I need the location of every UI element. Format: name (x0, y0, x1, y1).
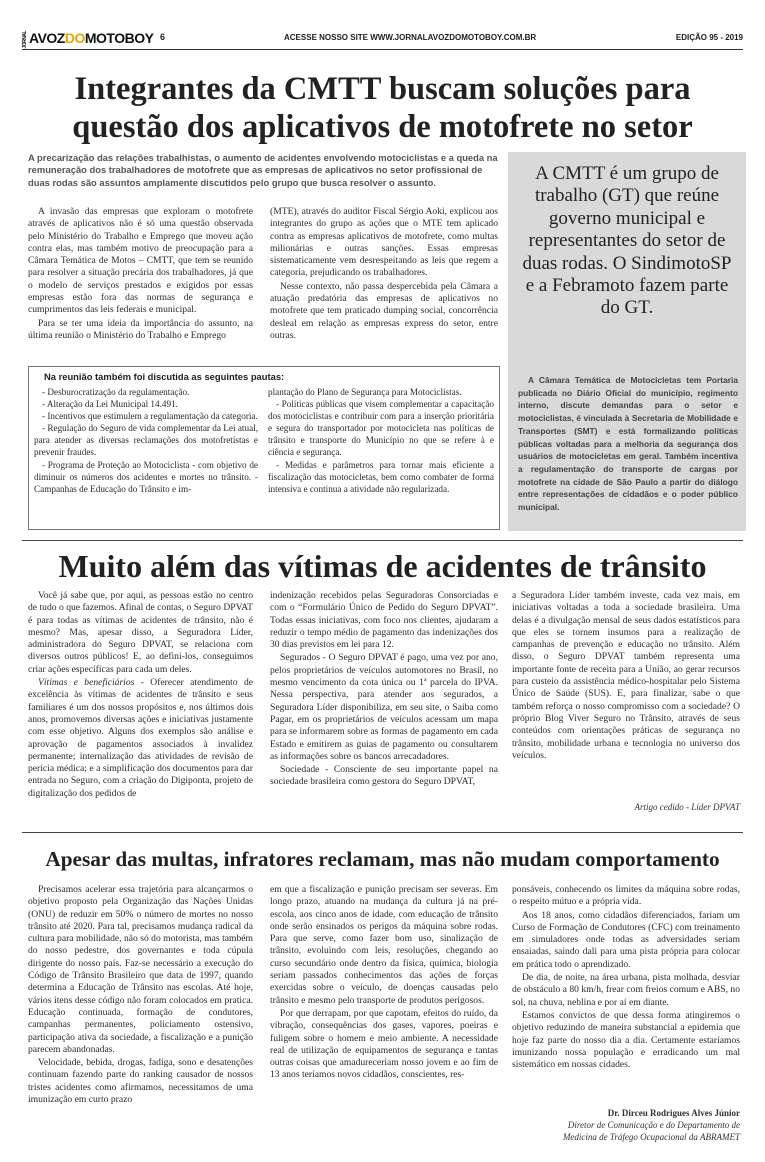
article1-lead: A precarização das relações trabalhistas, o aumento de acidentes envolvendo motociclistas e a queda na remuneração dos trabalhadores de motofrete que as empresas de aplicativos no setor profissional de duas rodas são assuntos amplamente discutidos pelo grupo que busca resolver o assunto. (28, 152, 498, 188)
sidebar-text: A Câmara Temática de Motocicletas tem Portaria publicada no Diário Oficial do município, regimento interno, discute demandas para o setor e motociclistas, é vinculada à Secretaria de Mobilidade e Transportes (SMT) e está formalizando políticas públicas voltadas para a melhoria da segurança dos usuários de motocicletas em geral. Também incentiva a regulamentação do transporte de cargas por motofrete na cidade de São Paulo a partir do diálogo entre representações de cidadãos e o poder público municipal. (518, 375, 738, 513)
article3-paragraph: em que a fiscalização e punição precisam ser severas. Em longo prazo, atuando na mudança da cultura já na pré-escola, aos cinco anos de idade, com educação de trânsito onde serão ensinados os perigos da máquina sobre rodas. Para que serve, como fazer bom uso, sinalização de trânsito, evoluindo com leis, resoluções, chegando ao curso secundário onde dentro da física, química, biologia seriam passados conhecimentos das ações de forças exercidas sobre o veículo, de doenças causadas pelo trânsito e mesmo pelo transporte de produtos perigosos. (270, 884, 498, 1006)
pautas-item: - Medidas e parâmetros para tornar mais eficiente a fiscalização das motocicletas, bem como combater de forma intensiva e continua a atividade não regularizada. (268, 459, 494, 494)
article1-paragraph: A invasão das empresas que exploram o motofrete através de aplicativos não é só uma questão observada pelo Ministério do Trabalho e Emprego que moveu ação contra elas, mas também motivo de preocupação para a Câmara Temática de Motos – CMTT, que tem se reunido para resolver a situação precária dos trabalhadores, já que o modelo de serviços prestados e exigidos por essas empresas estão fora das normas de segurança e cumprimentos das leis federais e municipal. (28, 206, 253, 316)
article2-headline: Muito além das vítimas de acidentes de trânsito (58, 548, 707, 584)
article3-paragraph: ponsáveis, conhecendo os limites da máquina sobre rodas, o respeito mútuo e a própria vida. (512, 884, 740, 908)
pautas-item: - Alteração da Lei Municipal 14.491. (42, 399, 178, 410)
article2-paragraph: Você já sabe que, por aqui, as pessoas estão no centro de tudo o que fazemos. Afinal de contas, o Seguro DPVAT é para todas as vítimas de acidentes de trânsito, não é mesmo? Mas, apesar disso, a Seguradora Líder, administradora do Seguro DPVAT, se relaciona com diversos outros públicos! E, ao defini-los, conseguimos criar ações específicas para cada um deles. (28, 590, 253, 675)
article3-author (500, 1107, 740, 1143)
article3-column-1 (28, 884, 253, 1107)
article3-column-2 (270, 884, 498, 1083)
article2-column-1 (28, 590, 253, 801)
article2-credit: Artigo cedido - Líder DPVAT (634, 802, 740, 812)
article1-paragraph: Nesse contexto, não passa despercebida pela Câmara a atuação predatória das empresas de aplicativos no motofrete que tem praticado dumping social, concorrência desleal em relação as empresas express do setor, entre outras. (270, 280, 498, 341)
pautas-item: plantação do Plano de Segurança para Motociclistas. (268, 387, 462, 397)
site-url: ACESSE NOSSO SITE WWW.JORNALAVOZDOMOTOBOY.COM.BR (284, 33, 537, 42)
article3-column-3 (512, 884, 740, 1072)
article2-column-2 (270, 590, 498, 790)
edition-label: EDIÇÃO 95 - 2019 (675, 33, 743, 42)
article3-paragraph: Velocidade, bebida, drogas, fadiga, sono e desatenções continuam fazendo parte do ranking causador de nossos tristes acidentes como afirmamos, necessitamos de uma imunização em curto prazo (28, 1057, 253, 1106)
section-label: Vítimas e beneficiários (38, 677, 135, 689)
article1-column-1 (28, 206, 253, 343)
article1-paragraph: (MTE), através do auditor Fiscal Sérgio Aoki, explicou aos integrantes do grupo as ações que o MTE tem aplicado contra as empresas aplicativos de motofrete, como multas milionárias e outras sanções. Essas empresas sistematicamente vem desrespeitando as leis que regem a categoria, prejudicando os trabalhadores. (270, 206, 498, 279)
pautas-item: - Incentivos que estimulem a regulamentação da categoria. (42, 411, 258, 422)
section-divider (22, 540, 743, 541)
pautas-item: - Regulação do Seguro de vida complementar da Lei atual, para atender as diversas reclamações dos motofretistas e prevenir fraudes. (34, 423, 258, 458)
section-divider (22, 832, 743, 833)
article2-column-3 (512, 590, 740, 763)
article1-column-2 (270, 206, 498, 343)
newspaper-logo: JORNALAVOZDOMOTOBOY (22, 30, 154, 49)
pull-quote: A CMTT é um grupo de trabalho (GT) que reúne governo municipal e representantes do setor de duas rodas. O SindimotoSP e a Febramoto fazem parte do GT. (522, 163, 732, 319)
pautas-column-left (34, 386, 258, 495)
article3-paragraph: Precisamos acelerar essa trajetória para alcançarmos o objetivo proposto pela Organização das Nações Unidas (ONU) de reduzir em 50% o número de mortes no nosso trânsito até 2020. Para tal, precisamos mudança radical da cultura para mobilidade, não só do motorista, mas também do nosso pedestre, dos governantes e toda cúpula dirigente do nosso país. Faz-se necessário a execução do Código de Trânsito Brasileiro que data de 1997, quando determina a Educação de Trânsito nas escolas. Até hoje, vários itens desse código não foram colocados em pratica. Educação continuada, formação de condutores, campanhas permanentes, policiamento ostensivo, participação ativa da sociedade, a fiscalização e a punição parecem abandonadas. (28, 884, 253, 1055)
article2-paragraph: Vítimas e beneficiários - Oferecer atendimento de excelência às vítimas de acidentes de trânsito e seus familiares é um dos nossos propósitos e, nos últimos dois anos, promovemos diversas ações e iniciativas justamente com esse objetivo. Alguns dos exemplos são análise e aprovação de pagamentos associados à invalidez permanente; internalização das atividades de revisão de perícia médica; e a simplificação dos documentos para dar entrada no Seguro, com a criação do Digiponta, projeto de digitalização dos pedidos de (28, 677, 253, 799)
article3-paragraph: Estamos convictos de que dessa forma atingiremos o objetivo reduzindo de maneira substancial a epidemia que hoje faz parte do nosso dia a dia. Certamente estaríamos imunizando nossa população e erradicando um mal sistemático em nossas cidades. (512, 1009, 740, 1071)
pautas-column-right (268, 386, 494, 495)
article3-paragraph: Por que derrapam, por que capotam, efeitos do ruído, da vibração, consequências dos gases, vapores, poeiras e fuligem sobre o homem e meio ambiente. A necessidade real de utilização de equipamentos de segurança e tantas outras coisas que amadureceriam nosso jovem e ao fim de 13 anos teríamos novos cidadãos, conscientes, res- (270, 1007, 498, 1081)
article3-headline: Apesar das multas, infratores reclamam, mas não mudam comportamento (45, 847, 720, 871)
pautas-item: - Desburocratização da regulamentação. (42, 387, 190, 397)
pautas-item: - Políticas públicas que visem complementar a capacitação dos motociclistas e contribuir com para a inserção prioritária e segura do transportador por motocicleta nas políticas de trânsito e transporte do Município no que se refere à e ciência e segurança. (268, 399, 494, 458)
article2-paragraph: a Seguradora Líder também investe, cada vez mais, em iniciativas voltadas a toda a sociedade brasileira. Uma delas é a divulgação mensal de seus dados estatísticos para que eles se tornem insumos para a realização de campanhas de prevenção e educação no trânsito. Além disso, o Seguro DPVAT também representa uma importante fonte de receita para a União, ao gerar recursos para custeio da assistência médico-hospitalar pelo Sistema Único de Saúde (SUS). E, para finalizar, sabe o que também reforça o nosso compromisso com a sociedade? O próprio Blog Viver Seguro no Trânsito, através de seus conteúdos com orientações práticas de segurança no trânsito, mobilidade urbana e tecnologia no universo dos veículos. (512, 590, 740, 761)
article2-paragraph: indenização recebidos pelas Seguradoras Consorciadas e com o “Formulário Único de Pedido do Seguro DPVAT”. Todas essas iniciativas, com foco nos clientes, ajudaram a reduzir o tempo médio de pagamento das indenizações dos 30 dias previstos em lei para 12. (270, 590, 498, 651)
pautas-item: - Programa de Proteção ao Motociclista - com objetivo de diminuir os números dos acidentes e mortes no trânsito. - Campanhas de Educação do Trânsito e im- (34, 459, 258, 494)
author-role: Medicina de Tráfego Ocupacional da ABRAMET (562, 1132, 740, 1142)
author-role: Diretor de Comunicação e do Departamento de (567, 1120, 740, 1130)
article2-paragraph: Segurados - O Seguro DPVAT é pago, uma vez por ano, pelos proprietários de veículos automotores no Brasil, no mesmo vencimento da cota única ou 1ª parcela do IPVA. Nessa perspectiva, para atender aos segurados, a Seguradora Líder disponibiliza, em seu site, o Saiba como Pagar, em os proprietários de veículos acessam um mapa para se informarem sobre as formas de pagamento em cada Estado e emitirem as guias de pagamento ou consultarem as informações sobre os bancos arrecadadores. (270, 652, 498, 762)
page-number: 6 (160, 32, 166, 42)
article3-paragraph: De dia, de noite, na área urbana, pista molhada, desviar de obstáculo a 80 km/h, frear com freios comum e ABS, no sol, na chuva, neblina e por aí em diante. (512, 972, 740, 1008)
page-header (22, 30, 743, 50)
article3-paragraph: Aos 18 anos, como cidadãos diferenciados, fariam um Curso de Formação de Condutores (CFC) com treinamento em simuladores onde todas as adversidades seriam ensaiadas, saindo dali para uma pista própria para colocar em prática todo o aprendizado. (512, 909, 740, 970)
article1-paragraph: Para se ter uma ideia da importância do assunto, na última reunião o Ministério do Trabalho e Emprego (28, 317, 253, 341)
pautas-title: Na reunião também foi discutida as seguintes pautas: (44, 371, 285, 382)
article2-paragraph: Sociedade - Consciente de seu importante papel na sociedade brasileira como gestora do Seguro DPVAT, (270, 764, 498, 788)
article1-headline: Integrantes da CMTT buscam soluções para questão dos aplicativos de motofrete no setor (72, 71, 693, 145)
author-name: Dr. Dirceu Rodrigues Alves Júnior (607, 1108, 740, 1118)
